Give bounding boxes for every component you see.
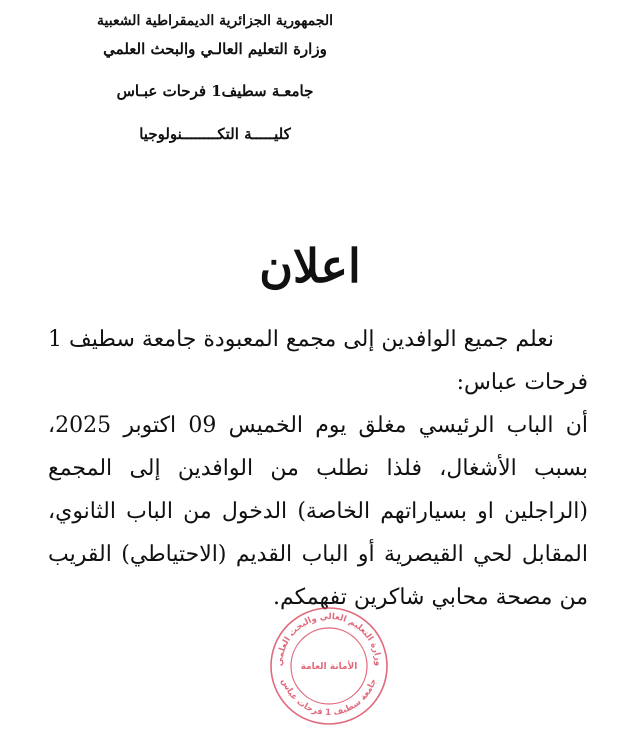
stamp-inner-text: الأمانة العامة bbox=[300, 662, 358, 672]
stamp-bottom-text: جامعة سطيف 1 فرحات عباس bbox=[278, 677, 379, 719]
announcement-body bbox=[48, 318, 588, 619]
letterhead bbox=[0, 8, 430, 145]
announcement-title: اعلان bbox=[259, 239, 361, 293]
announcement-paragraph-intro: نعلم جميع الوافدين إلى مجمع المعبودة جامعة سطيف 1 فرحات عباس: bbox=[48, 327, 588, 395]
official-stamp bbox=[268, 605, 390, 727]
republic-name: الجمهورية الجزائرية الديمقراطية الشعبية bbox=[96, 13, 333, 29]
announcement-paragraph-details: أن الباب الرئيسي مغلق يوم الخميس 09 اكتوبر 2025، بسبب الأشغال، فلذا نطلب من الوافدين إلى المجمع (الراجلين او بسياراتهم الخاصة) الدخول من الباب الثانوي، المقابل لحي القيصرية أو الباب القديم (الاحتياطي) القريب من مصحة محابي شاكرين تفهمكم. bbox=[48, 413, 588, 610]
university-name: جامعـة سطيف1 فرحات عبـاس bbox=[116, 81, 314, 100]
stamp-outer-text: وزارة التعليم العالي والبحث العلمي bbox=[274, 611, 384, 667]
ministry-name: وزارة التعليم العالـي والبحث العلمي bbox=[103, 40, 327, 59]
faculty-name: كليـــــة التكــــــــنولوجيا bbox=[139, 125, 291, 144]
